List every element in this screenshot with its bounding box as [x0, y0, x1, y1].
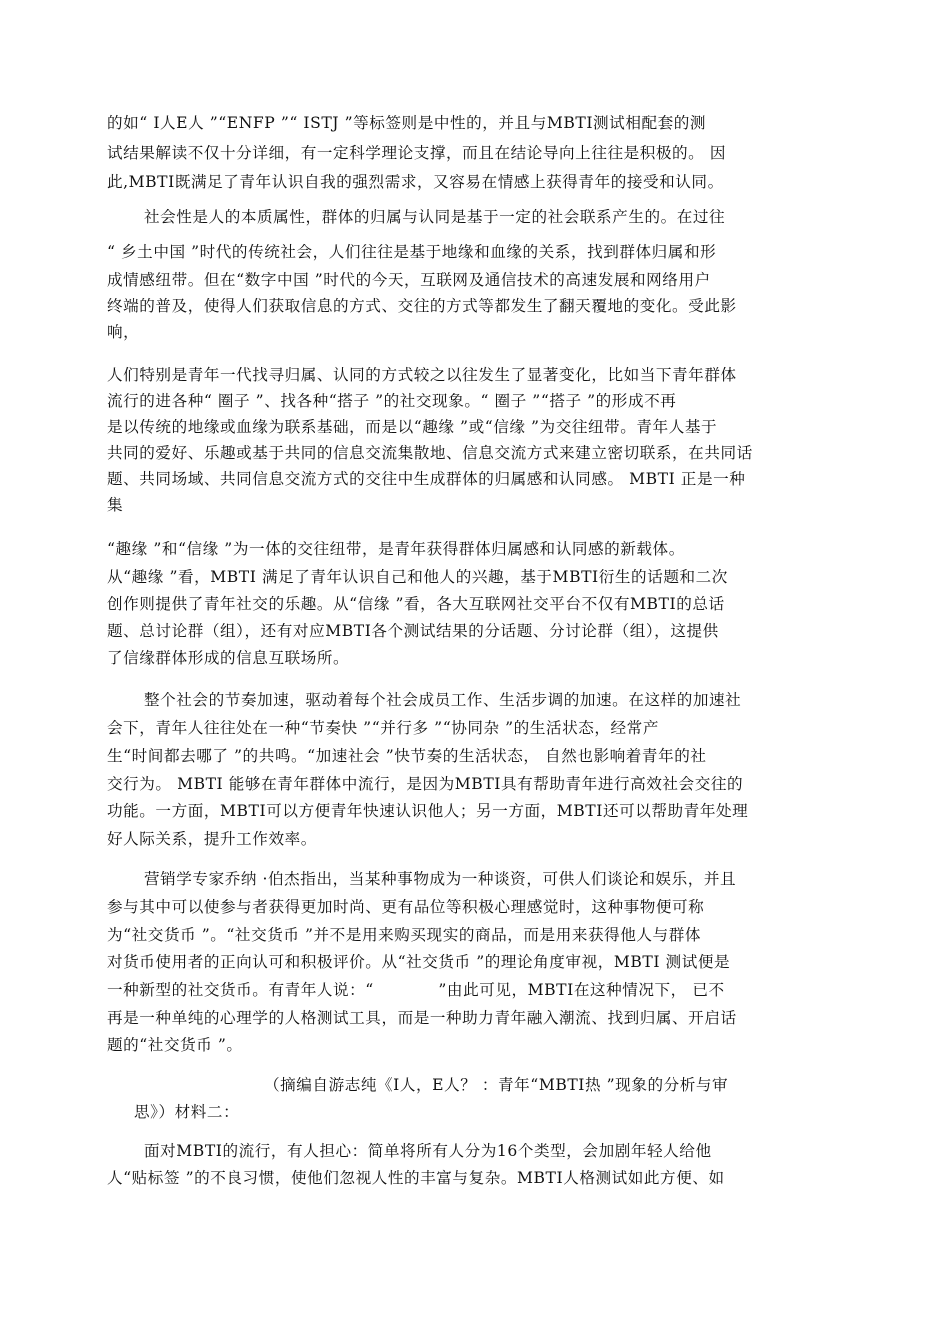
text-line: 一种新型的社交货币。有青年人说：“ ”由此可见，MBTI在这种情况下， 已不 [107, 981, 725, 999]
text-line: 对货币使用者的正向认可和积极评价。从“社交货币 ”的理论角度审视，MBTI 测试便是 [107, 953, 731, 971]
text-line: 功能。一方面，MBTI可以方便青年快速认识他人；另一方面，MBTI还可以帮助青年处理 [107, 802, 749, 820]
text-line: 集 [107, 496, 124, 514]
text-line: 响， [107, 323, 140, 341]
text-line: 了信缘群体形成的信息互联场所。 [107, 649, 350, 667]
text-line: 终端的普及，使得人们获取信息的方式、交往的方式等都发生了翻天覆地的变化。受此影 [107, 297, 737, 315]
text-line: 是以传统的地缘或血缘为联系基础，而是以“趣缘 ”或“信缘 ”为交往纽带。青年人基于 [107, 418, 718, 436]
text-line: 为“社交货币 ”。“社交货币 ”并不是用来购买现实的商品，而是用来获得他人与群体 [107, 926, 701, 944]
text-line: 再是一种单纯的心理学的人格测试工具，而是一种助力青年融入潮流、找到归属、开启话 [107, 1009, 737, 1027]
text-line: 流行的进各种“ 圈子 ”、找各种“搭子 ”的社交现象。“ 圈子 ”“搭子 ”的形成不再 [107, 392, 677, 410]
text-line: 参与其中可以使参与者获得更加时尚、更有品位等积极心理感觉时，这种事物便可称 [107, 898, 705, 916]
text-line: 从“趣缘 ”看，MBTI 满足了青年认识自己和他人的兴趣，基于MBTI衍生的话题和二次 [107, 568, 728, 586]
text-line: 题的“社交货币 ”。 [107, 1036, 243, 1054]
text-line: 题、总讨论群（组），还有对应MBTI各个测试结果的分话题、分讨论群（组），这提供 [107, 622, 719, 640]
text-line: 共同的爱好、乐趣或基于共同的信息交流集散地、信息交流方式来建立密切联系，在共同话 [107, 444, 753, 462]
text-line: 思》）材料二： [134, 1103, 240, 1121]
text-line: 交行为。 MBTI 能够在青年群体中流行，是因为MBTI具有帮助青年进行高效社会交往的 [107, 775, 744, 793]
text-line: 面对MBTI的流行，有人担心：简单将所有人分为16个类型，会加剧年轻人给他 [144, 1142, 712, 1160]
text-line: 生“时间都去哪了 ”的共鸣。“加速社会 ”快节奏的生活状态， 自然也影响着青年的社 [107, 747, 707, 765]
text-line: “趣缘 ”和“信缘 ”为一体的交往纽带，是青年获得群体归属感和认同感的新载体。 [107, 540, 685, 558]
text-line: （摘编自游志纯《I人，E人？ ：青年“MBTI热 ”现象的分析与审 [264, 1076, 729, 1094]
text-line: 成情感纽带。但在“数字中国 ”时代的今天，互联网及通信技术的高速发展和网络用户 [107, 271, 711, 289]
text-line: 营销学专家乔纳 ·伯杰指出，当某种事物成为一种谈资，可供人们谈论和娱乐，并且 [144, 870, 737, 888]
text-line: “ 乡土中国 ”时代的传统社会，人们往往是基于地缘和血缘的关系，找到群体归属和形 [107, 243, 717, 261]
text-line: 此,MBTI既满足了青年认识自我的强烈需求，又容易在情感上获得青年的接受和认同。 [107, 173, 724, 191]
text-line: 社会性是人的本质属性，群体的归属与认同是基于一定的社会联系产生的。在过往 [144, 208, 726, 226]
text-line: 试结果解读不仅十分详细，有一定科学理论支撑，而且在结论导向上往往是积极的。 因 [107, 144, 726, 162]
text-line: 人们特别是青年一代找寻归属、认同的方式较之以往发生了显著变化，比如当下青年群体 [107, 366, 737, 384]
text-line: 会下，青年人往往处在一种“节奏快 ”“并行多 ”“协同杂 ”的生活状态，经常产 [107, 719, 659, 737]
text-line: 的如“ I人E人 ”“ENFP ”“ ISTJ ”等标签则是中性的，并且与MBTI测试相配套的测 [107, 114, 707, 132]
text-line: 好人际关系，提升工作效率。 [107, 830, 317, 848]
text-line: 创作则提供了青年社交的乐趣。从“信缘 ”看，各大互联网社交平台不仅有MBTI的总话 [107, 595, 725, 613]
text-line: 整个社会的节奏加速，驱动着每个社会成员工作、生活步调的加速。在这样的加速社 [144, 691, 742, 709]
text-line: 人“贴标签 ”的不良习惯，使他们忽视人性的丰富与复杂。MBTI人格测试如此方便、如 [107, 1169, 725, 1187]
text-line: 题、共同场域、共同信息交流方式的交往中生成群体的归属感和认同感。 MBTI 正是一种 [107, 470, 746, 488]
